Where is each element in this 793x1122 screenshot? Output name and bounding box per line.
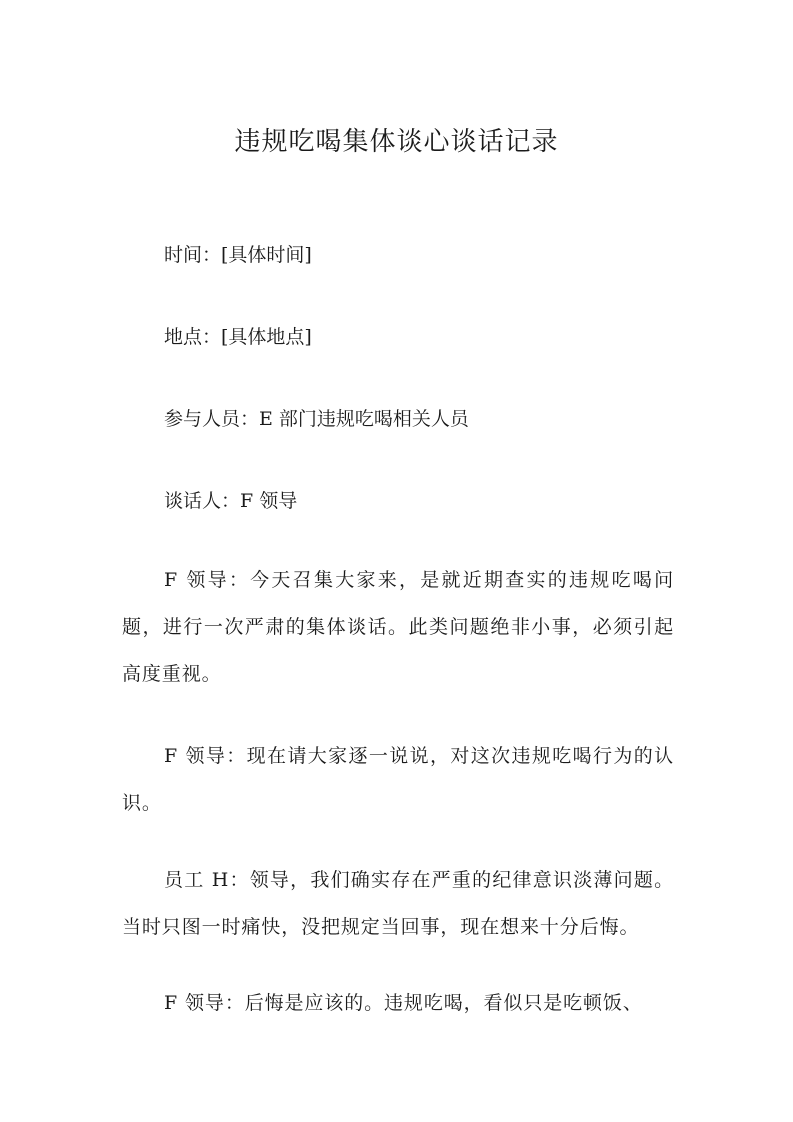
paragraph-4: F 领导：后悔是应该的。违规吃喝，看似只是吃顿饭、 <box>164 992 643 1014</box>
paragraph-2: F 领导：现在请大家逐一说说，对这次违规吃喝行为的认识。 <box>122 745 674 814</box>
document-title: 违规吃喝集体谈心谈话记录 <box>234 127 559 157</box>
meta-place: 地点：[具体地点] <box>164 326 312 348</box>
meta-participants: 参与人员：E 部门违规吃喝相关人员 <box>164 408 469 430</box>
paragraph-1: F 领导：今天召集大家来，是就近期查实的违规吃喝问题，进行一次严肃的集体谈话。此类问题绝非小事，必须引起高度重视。 <box>122 569 674 685</box>
meta-speaker: 谈话人：F 领导 <box>164 490 298 512</box>
meta-time: 时间：[具体时间] <box>164 244 312 266</box>
paragraph-3: 员工 H：领导，我们确实存在严重的纪律意识淡薄问题。当时只图一时痛快，没把规定当回事，现在想来十分后悔。 <box>122 869 674 938</box>
